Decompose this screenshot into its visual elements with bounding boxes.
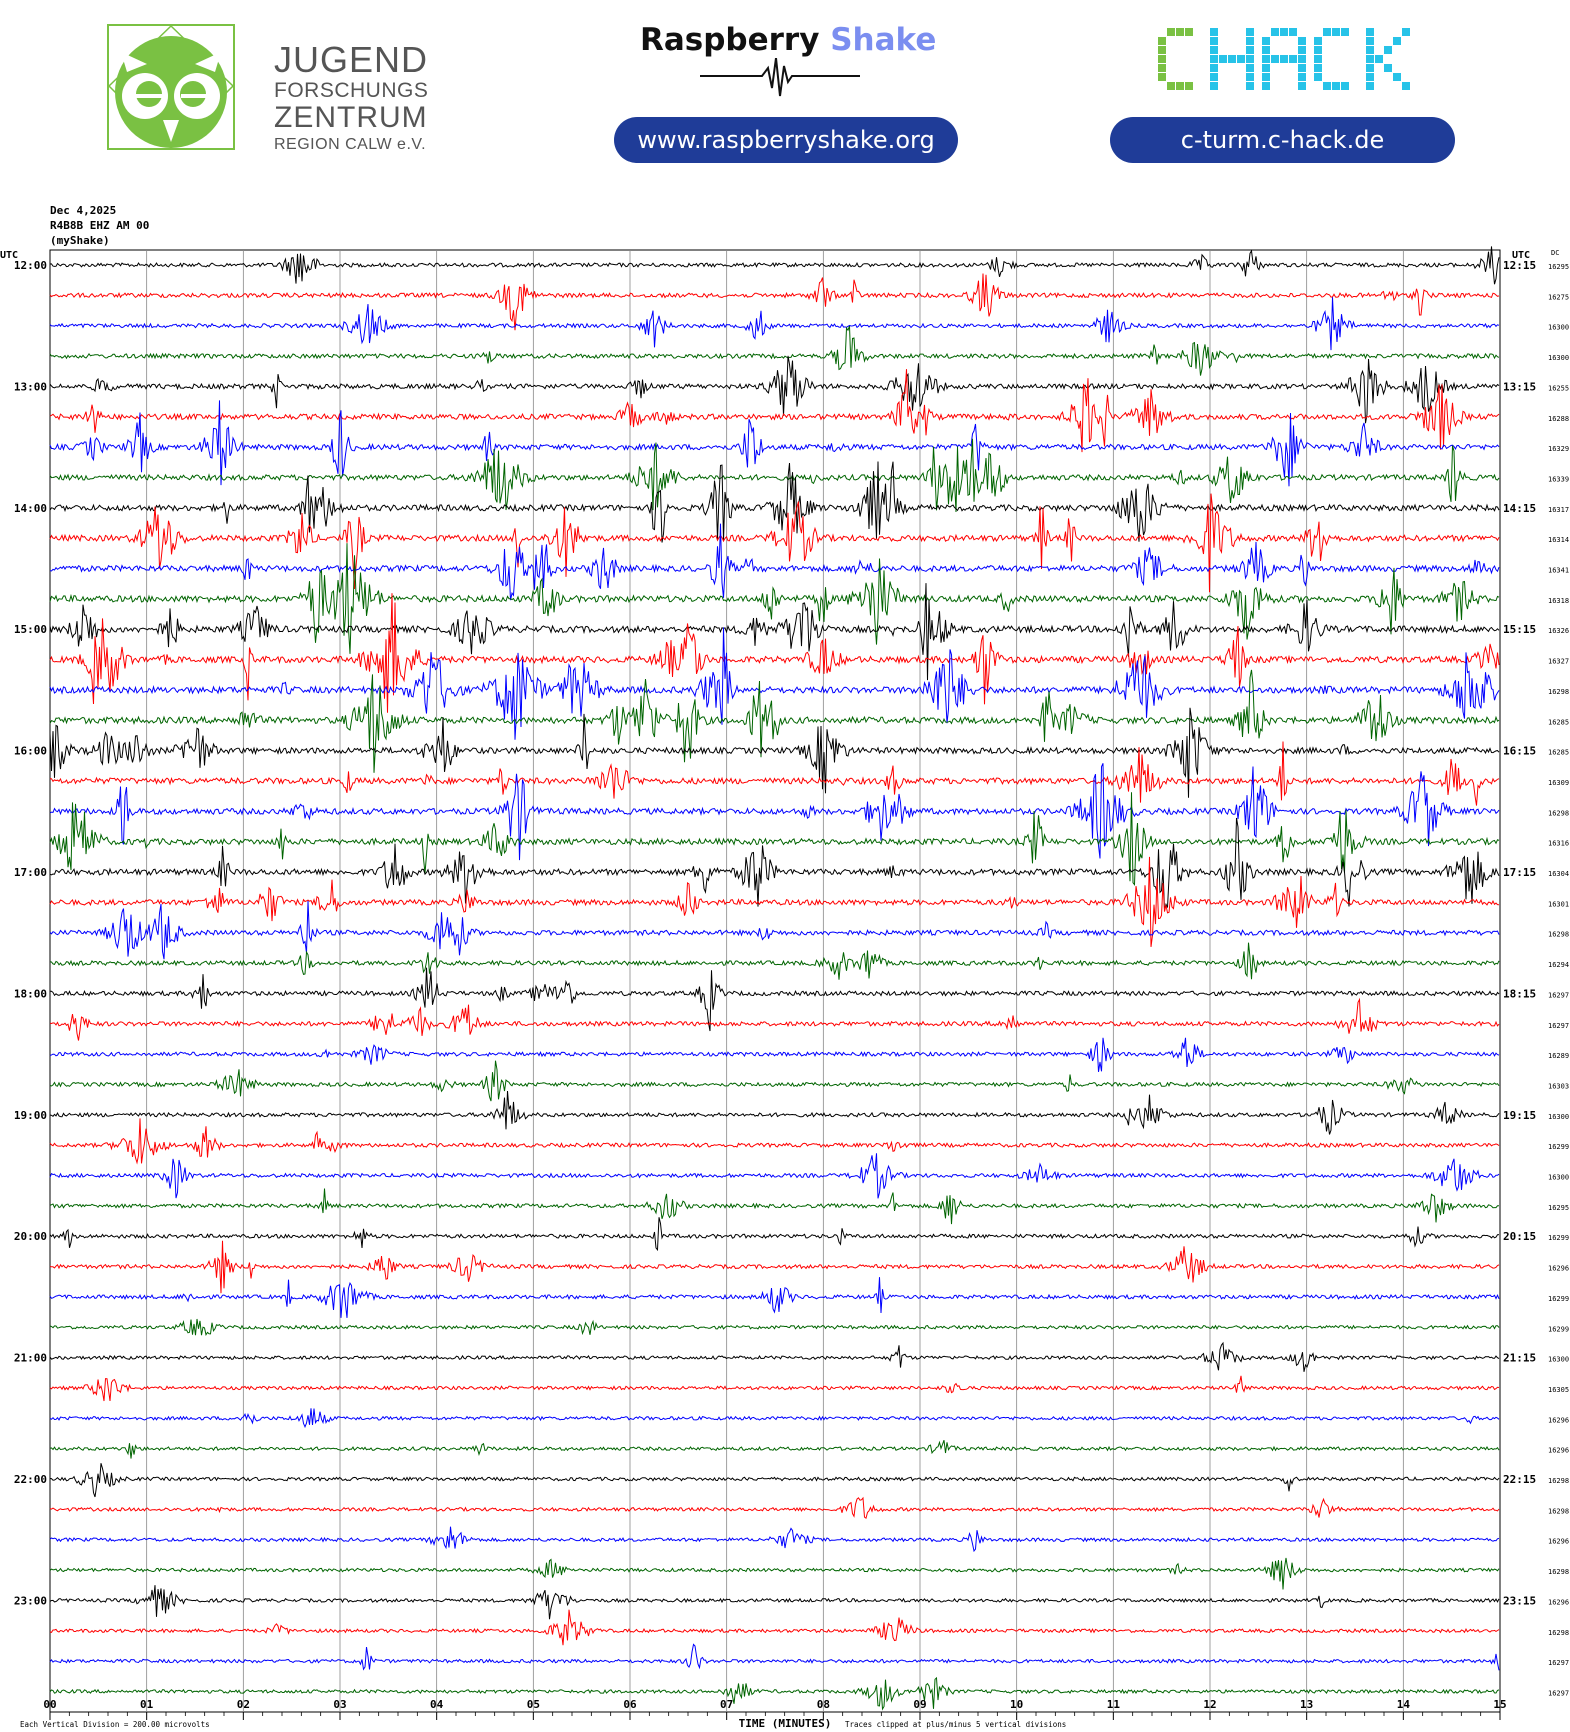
left-hour-label: 20:00 bbox=[13, 1230, 47, 1244]
trace-line bbox=[50, 1118, 1499, 1163]
dc-offset-label: 16298 bbox=[1548, 687, 1570, 696]
right-axis-label: UTC bbox=[1512, 250, 1531, 261]
dc-header-label: DC bbox=[1551, 249, 1560, 257]
trace-line bbox=[50, 326, 1499, 376]
dc-offset-label: 16289 bbox=[1548, 1052, 1570, 1061]
dc-offset-label: 16296 bbox=[1548, 1598, 1570, 1607]
dc-offset-label: 16295 bbox=[1548, 1203, 1570, 1212]
dc-offset-label: 16317 bbox=[1548, 505, 1570, 514]
trace-line bbox=[50, 943, 1499, 980]
x-tick-label: 14 bbox=[1396, 1698, 1410, 1711]
trace-line bbox=[50, 543, 1499, 654]
trace-line bbox=[50, 1061, 1499, 1101]
dc-offset-label: 16300 bbox=[1548, 354, 1570, 363]
jfz-line3: ZENTRUM bbox=[274, 101, 428, 134]
x-tick-label: 11 bbox=[1106, 1698, 1120, 1711]
trace-line bbox=[50, 792, 1499, 884]
dc-offset-label: 16305 bbox=[1548, 1385, 1570, 1394]
left-hour-label: 22:00 bbox=[13, 1473, 47, 1486]
rs-word2: Shake bbox=[830, 22, 937, 58]
trace-line bbox=[50, 246, 1499, 284]
left-hour-label: 21:00 bbox=[13, 1351, 47, 1365]
left-hour-label: 17:00 bbox=[13, 866, 47, 879]
rs-url-text: www.raspberryshake.org bbox=[637, 126, 935, 154]
trace-line bbox=[50, 593, 1499, 713]
dc-offset-label: 16298 bbox=[1548, 1507, 1570, 1516]
trace-line bbox=[50, 968, 1499, 1031]
dc-offset-label: 16301 bbox=[1548, 900, 1570, 909]
trace-line bbox=[50, 1217, 1499, 1250]
dc-offset-label: 16297 bbox=[1548, 1689, 1570, 1698]
footer-clip-note: Traces clipped at plus/minus 5 vertical divisions bbox=[845, 1720, 1067, 1729]
dc-offset-label: 16300 bbox=[1548, 1355, 1570, 1364]
x-tick-label: 10 bbox=[1010, 1698, 1024, 1711]
trace-line bbox=[50, 1189, 1499, 1225]
station-label: R4B8B EHZ AM 00 bbox=[50, 219, 150, 232]
plot-frame bbox=[50, 250, 1500, 1712]
dc-offset-label: 16299 bbox=[1548, 1325, 1570, 1334]
trace-line bbox=[50, 462, 1499, 543]
right-hour-label: 17:15 bbox=[1503, 866, 1537, 879]
dc-offset-label: 16288 bbox=[1548, 414, 1570, 423]
trace-line bbox=[50, 1153, 1499, 1198]
dc-offset-label: 16295 bbox=[1548, 263, 1570, 271]
trace-line bbox=[50, 1440, 1499, 1458]
dc-offset-label: 16296 bbox=[1548, 1446, 1570, 1455]
left-hour-label: 18:00 bbox=[13, 987, 47, 1001]
trace-line bbox=[50, 1558, 1499, 1590]
trace-line bbox=[50, 1498, 1499, 1518]
left-hour-label: 14:00 bbox=[13, 501, 47, 515]
dc-offset-label: 16300 bbox=[1548, 1112, 1570, 1121]
dc-offset-label: 16327 bbox=[1548, 657, 1570, 666]
trace-line bbox=[50, 1408, 1499, 1427]
dc-offset-label: 16297 bbox=[1548, 1659, 1570, 1668]
trace-line bbox=[50, 1585, 1499, 1619]
trace-line bbox=[50, 1376, 1499, 1401]
dc-offset-label: 16297 bbox=[1548, 991, 1570, 1000]
dc-offset-label: 16318 bbox=[1548, 596, 1570, 605]
dc-offset-label: 16300 bbox=[1548, 323, 1570, 332]
dc-offset-label: 16309 bbox=[1548, 778, 1570, 787]
trace-line bbox=[50, 1527, 1499, 1551]
trace-line bbox=[50, 1610, 1499, 1646]
left-hour-label: 12:00 bbox=[13, 259, 47, 272]
left-hour-label: 19:00 bbox=[13, 1108, 47, 1122]
dc-offset-label: 16298 bbox=[1548, 1477, 1570, 1485]
trace-line bbox=[50, 1644, 1499, 1670]
left-axis-label: UTC bbox=[0, 250, 19, 261]
footer-scale-note: Each Vertical Division = 200.00 microvolts bbox=[20, 1720, 210, 1729]
left-hour-label: 23:00 bbox=[13, 1594, 47, 1608]
dc-offset-label: 16296 bbox=[1548, 1537, 1570, 1546]
dc-offset-label: 16255 bbox=[1548, 384, 1570, 393]
x-tick-label: 01 bbox=[140, 1698, 154, 1711]
right-hour-label: 21:15 bbox=[1503, 1351, 1537, 1365]
trace-line bbox=[50, 1319, 1499, 1335]
x-tick-label: 04 bbox=[430, 1698, 444, 1711]
dc-offset-label: 16294 bbox=[1548, 961, 1570, 970]
dc-offset-label: 16339 bbox=[1548, 475, 1570, 484]
x-tick-label: 12 bbox=[1203, 1698, 1217, 1711]
jfz-line2: FORSCHUNGS bbox=[274, 79, 429, 102]
x-tick-label: 03 bbox=[333, 1698, 347, 1711]
right-hour-label: 19:15 bbox=[1503, 1108, 1537, 1122]
trace-line bbox=[50, 297, 1499, 350]
trace-line bbox=[50, 1463, 1499, 1497]
trace-line bbox=[50, 1343, 1499, 1372]
trace-line bbox=[50, 1000, 1499, 1041]
trace-line bbox=[50, 670, 1499, 773]
trace-line bbox=[50, 400, 1499, 486]
right-hour-label: 18:15 bbox=[1503, 987, 1537, 1001]
x-tick-label: 15 bbox=[1493, 1698, 1507, 1711]
jfz-line4: REGION CALW e.V. bbox=[274, 136, 427, 153]
trace-line bbox=[50, 1091, 1499, 1134]
dc-offset-label: 16285 bbox=[1548, 718, 1570, 727]
left-hour-label: 15:00 bbox=[13, 623, 47, 637]
dc-offset-label: 16299 bbox=[1548, 1234, 1570, 1243]
right-hour-label: 16:15 bbox=[1503, 744, 1537, 758]
x-tick-label: 09 bbox=[913, 1698, 927, 1711]
x-tick-label: 06 bbox=[623, 1698, 637, 1711]
dc-offset-label: 16285 bbox=[1548, 748, 1570, 757]
dc-offset-label: 16298 bbox=[1548, 930, 1570, 939]
network-label: (myShake) bbox=[50, 234, 110, 247]
dc-offset-label: 16326 bbox=[1548, 627, 1570, 636]
dc-offset-label: 16296 bbox=[1548, 1416, 1570, 1425]
dc-offset-label: 16275 bbox=[1548, 293, 1570, 302]
dc-offset-label: 16341 bbox=[1548, 566, 1570, 575]
rs-word1: Raspberry bbox=[640, 22, 820, 58]
dc-offset-label: 16297 bbox=[1548, 1021, 1570, 1030]
x-tick-label: 00 bbox=[43, 1698, 57, 1711]
trace-line bbox=[50, 1277, 1499, 1318]
x-axis-title: TIME (MINUTES) bbox=[738, 1717, 832, 1730]
trace-line bbox=[50, 1678, 1499, 1709]
trace-line bbox=[50, 1241, 1499, 1293]
right-hour-label: 12:15 bbox=[1503, 259, 1537, 272]
right-hour-label: 14:15 bbox=[1503, 501, 1537, 515]
trace-line bbox=[50, 356, 1499, 423]
right-hour-label: 20:15 bbox=[1503, 1230, 1537, 1244]
x-tick-label: 08 bbox=[816, 1698, 830, 1711]
x-tick-label: 07 bbox=[720, 1698, 734, 1711]
trace-line bbox=[50, 1038, 1499, 1072]
x-tick-label: 02 bbox=[236, 1698, 250, 1711]
trace-line bbox=[50, 274, 1499, 331]
dc-offset-label: 16298 bbox=[1548, 1628, 1570, 1637]
dc-offset-label: 16303 bbox=[1548, 1082, 1570, 1091]
right-hour-label: 23:15 bbox=[1503, 1594, 1537, 1608]
right-hour-label: 22:15 bbox=[1503, 1473, 1537, 1486]
x-tick-label: 05 bbox=[526, 1698, 540, 1711]
chack-url-text: c-turm.c-hack.de bbox=[1180, 126, 1385, 154]
dc-offset-label: 16329 bbox=[1548, 445, 1570, 454]
dc-offset-label: 16298 bbox=[1548, 1568, 1570, 1577]
left-hour-label: 13:00 bbox=[13, 380, 47, 394]
dc-offset-label: 16299 bbox=[1548, 1143, 1570, 1152]
jfz-line1: JUGEND bbox=[274, 39, 429, 80]
dc-offset-label: 16304 bbox=[1548, 870, 1570, 878]
trace-line bbox=[50, 369, 1499, 452]
dc-offset-label: 16314 bbox=[1548, 536, 1570, 545]
x-tick-label: 13 bbox=[1300, 1698, 1314, 1711]
dc-offset-label: 16300 bbox=[1548, 1173, 1570, 1182]
dc-offset-label: 16299 bbox=[1548, 1294, 1570, 1303]
date-label: Dec 4,2025 bbox=[50, 204, 117, 217]
dc-offset-label: 16298 bbox=[1548, 809, 1570, 818]
dc-offset-label: 16316 bbox=[1548, 839, 1570, 848]
right-hour-label: 15:15 bbox=[1503, 623, 1537, 637]
left-hour-label: 16:00 bbox=[13, 744, 47, 758]
dc-offset-label: 16296 bbox=[1548, 1264, 1570, 1273]
right-hour-label: 13:15 bbox=[1503, 380, 1537, 394]
